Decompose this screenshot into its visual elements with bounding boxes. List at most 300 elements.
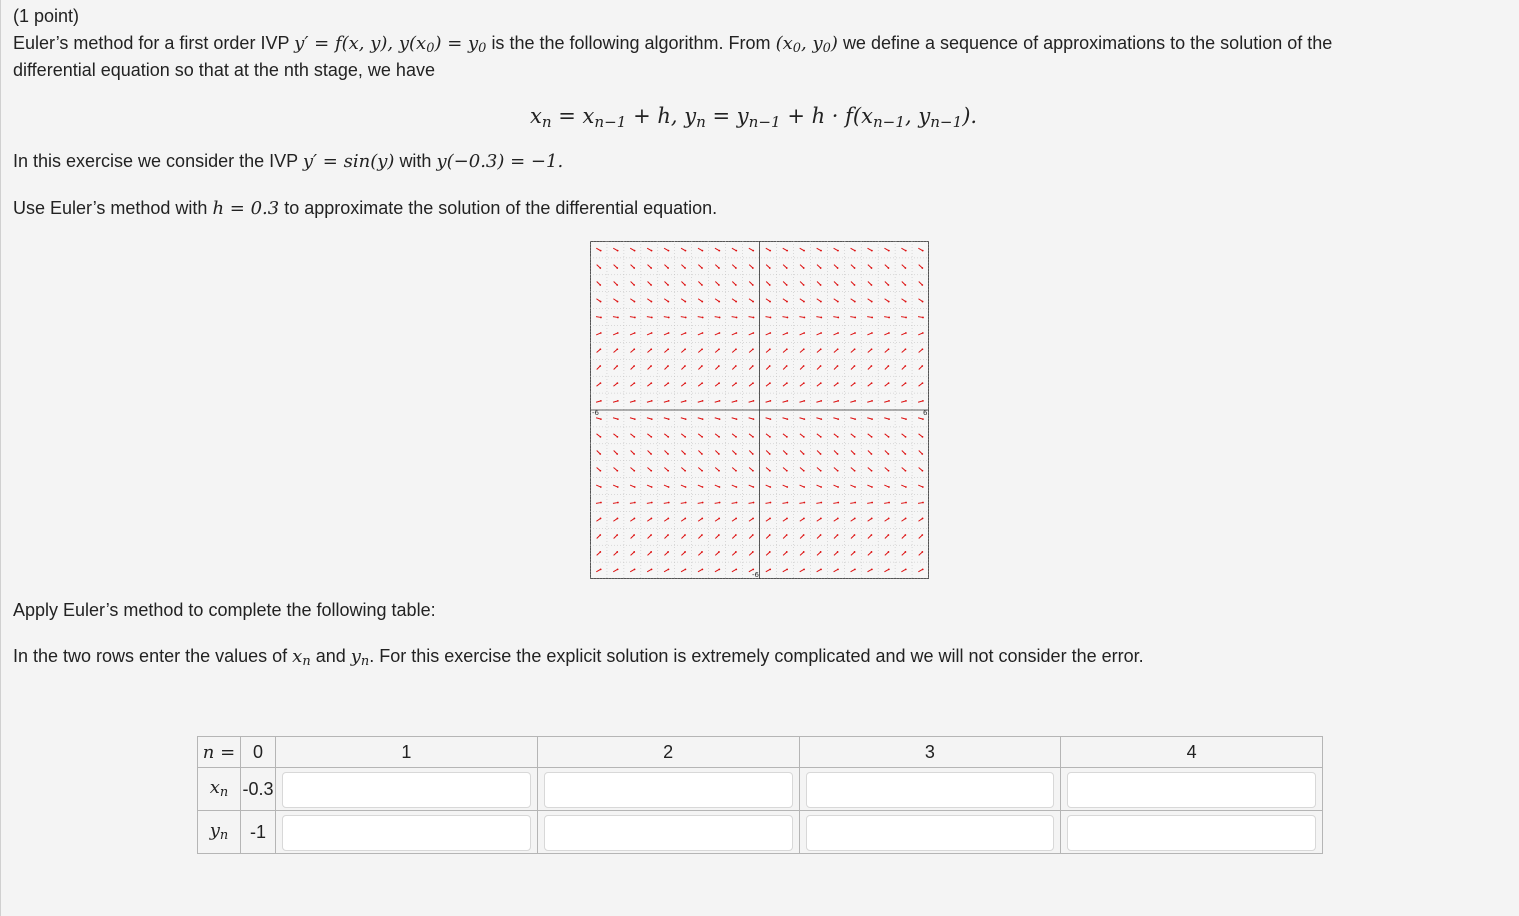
slope-arrow-head: [650, 382, 652, 384]
slope-arrow-head: [786, 301, 788, 303]
rows-note-y-sub: n: [360, 654, 370, 670]
x-row-label: [198, 768, 241, 811]
slope-arrow-head: [837, 267, 839, 269]
intro-prefix: Euler’s method for a first order IVP: [13, 33, 290, 53]
slope-arrow-head: [837, 400, 839, 402]
slope-arrow-head: [871, 267, 873, 269]
slope-arrow-head: [616, 551, 618, 553]
start-point-a: (x: [775, 33, 793, 54]
slope-arrow-head: [668, 568, 670, 570]
slope-arrow-head: [922, 518, 924, 520]
slope-arrow-head: [633, 436, 635, 438]
slope-arrow-head: [786, 453, 788, 455]
slope-arrow-head: [651, 332, 653, 334]
slope-arrow-head: [769, 436, 771, 438]
points-label: (1 point): [13, 6, 80, 26]
slope-arrow-head: [718, 382, 720, 384]
y1-cell: [276, 811, 538, 854]
slope-arrow-head: [905, 348, 907, 350]
slope-arrow-head: [685, 250, 687, 252]
slope-arrow-head: [685, 568, 687, 570]
slope-arrow-head: [667, 267, 669, 269]
slope-arrow-head: [871, 518, 873, 520]
slope-arrow-head: [905, 518, 907, 520]
y-row: [198, 811, 1323, 854]
slope-arrow-head: [667, 348, 669, 350]
slope-arrow-head: [854, 317, 856, 319]
slope-arrow-head: [651, 317, 653, 319]
intro-mid: is the the following algorithm. From: [491, 33, 771, 53]
x4-input[interactable]: [1067, 772, 1316, 808]
use-line: [13, 198, 717, 219]
slope-arrow-head: [854, 551, 856, 553]
slope-arrow-head: [922, 250, 924, 252]
slope-arrow-head: [786, 486, 788, 488]
slope-arrow-head: [888, 267, 890, 269]
slope-arrow-head: [837, 332, 839, 334]
slope-arrow-head: [803, 486, 805, 488]
slope-arrow-head: [854, 284, 856, 286]
slope-arrow-head: [820, 453, 822, 455]
slope-arrow-head: [786, 348, 788, 350]
slope-arrow-head: [769, 453, 771, 455]
slope-arrow-head: [617, 502, 619, 504]
slope-arrow-head: [752, 348, 754, 350]
slope-arrow-head: [871, 568, 873, 570]
slope-arrow-head: [702, 332, 704, 334]
x3-cell: [799, 768, 1061, 811]
slope-arrow-head: [617, 400, 619, 402]
slope-arrow-head: [888, 332, 890, 334]
ivp-with: with: [399, 151, 432, 171]
slope-arrow-head: [854, 568, 856, 570]
slope-arrow-head: [736, 317, 738, 319]
slope-arrow-head: [617, 332, 619, 334]
slope-arrow-head: [820, 470, 822, 472]
x0-value: -0.3: [241, 768, 276, 811]
slope-arrow-head: [820, 436, 822, 438]
slope-arrow-head: [820, 301, 822, 303]
slope-arrow-head: [701, 382, 703, 384]
slope-arrow-head: [752, 365, 754, 367]
rows-note-xn: [292, 646, 311, 670]
slope-arrow-head: [888, 518, 890, 520]
slope-arrow-head: [786, 250, 788, 252]
rows-note-and: and: [315, 646, 346, 666]
slope-arrow-head: [786, 568, 788, 570]
slope-arrow-head: [905, 418, 907, 420]
x3-input[interactable]: [806, 772, 1055, 808]
slope-arrow-head: [769, 301, 771, 303]
slope-arrow-head: [616, 267, 618, 269]
slope-arrow-head: [616, 284, 618, 286]
slope-arrow-head: [888, 470, 890, 472]
slope-arrow-head: [837, 365, 839, 367]
slope-arrow-head: [735, 348, 737, 350]
start-point-b: , y: [801, 33, 823, 54]
slope-arrow-head: [718, 534, 720, 536]
slope-arrow-head: [769, 518, 771, 520]
slope-arrow-head: [735, 267, 737, 269]
slope-arrow-head: [837, 502, 839, 504]
slope-arrow-head: [837, 486, 839, 488]
slope-arrow-head: [616, 534, 618, 536]
slope-arrow-head: [685, 418, 687, 420]
slope-arrow-head: [617, 250, 619, 252]
slope-arrow-head: [922, 317, 924, 319]
slope-arrow-head: [921, 267, 923, 269]
slope-arrow-head: [600, 332, 602, 334]
slope-arrow-head: [888, 551, 890, 553]
slope-arrow-head: [854, 301, 856, 303]
slope-arrow-head: [719, 317, 721, 319]
slope-arrow-head: [650, 284, 652, 286]
slope-arrow-head: [735, 470, 737, 472]
slope-arrow-head: [854, 250, 856, 252]
slope-arrow-head: [786, 436, 788, 438]
slope-arrow-head: [684, 436, 686, 438]
slope-arrow-head: [719, 486, 721, 488]
n-value-2: 2: [537, 737, 799, 768]
slope-arrow-head: [871, 470, 873, 472]
x-min-label: -6: [592, 409, 599, 417]
y3-input[interactable]: [806, 815, 1055, 851]
formula-sub-nm1d: n−1: [930, 112, 963, 131]
slope-arrow-head: [888, 486, 890, 488]
slope-arrow-head: [837, 534, 839, 536]
slope-arrow-head: [769, 400, 771, 402]
slope-arrow-head: [888, 317, 890, 319]
slope-arrow-head: [803, 502, 805, 504]
n-value-3: 3: [799, 737, 1061, 768]
slope-arrow-head: [769, 250, 771, 252]
slope-arrow-head: [668, 502, 670, 504]
slope-arrow-head: [650, 301, 652, 303]
slope-arrow-head: [684, 365, 686, 367]
slope-arrow-head: [752, 486, 754, 488]
slope-arrow-head: [719, 502, 721, 504]
y2-input[interactable]: [544, 815, 793, 851]
slope-arrow-head: [803, 470, 805, 472]
y2-cell: [537, 811, 799, 854]
slope-arrow-head: [769, 348, 771, 350]
slope-arrow-head: [599, 365, 601, 367]
slope-arrow-head: [837, 470, 839, 472]
slope-arrow-head: [820, 502, 822, 504]
slope-arrow-head: [820, 332, 822, 334]
slope-arrow-head: [600, 418, 602, 420]
slope-arrow-head: [854, 365, 856, 367]
slope-arrow-head: [600, 436, 602, 438]
slope-arrow-head: [633, 284, 635, 286]
slope-arrow-head: [600, 502, 602, 504]
slope-arrow-head: [718, 551, 720, 553]
slope-arrow-head: [600, 301, 602, 303]
slope-arrow-head: [922, 502, 924, 504]
slope-arrow-head: [854, 486, 856, 488]
slope-arrow-head: [837, 301, 839, 303]
slope-arrow-head: [735, 382, 737, 384]
slope-arrow-head: [718, 470, 720, 472]
slope-arrow-head: [803, 301, 805, 303]
slope-arrow-head: [854, 267, 856, 269]
slope-arrow-head: [667, 534, 669, 536]
slope-arrow-head: [616, 453, 618, 455]
slope-arrow-head: [701, 267, 703, 269]
slope-arrow-head: [600, 400, 602, 402]
formula-sub-nm1b: n−1: [748, 112, 781, 131]
slope-arrow-head: [803, 382, 805, 384]
slope-arrow-head: [820, 568, 822, 570]
slope-arrow-head: [650, 551, 652, 553]
slope-arrow-head: [871, 250, 873, 252]
slope-arrow-head: [650, 518, 652, 520]
slope-arrow-head: [922, 301, 924, 303]
y1-input[interactable]: [282, 815, 531, 851]
slope-arrow-head: [685, 317, 687, 319]
slope-arrow-head: [633, 551, 635, 553]
slope-arrow-head: [701, 284, 703, 286]
slope-arrow-head: [922, 470, 924, 472]
slope-arrow-head: [651, 568, 653, 570]
slope-arrow-head: [735, 250, 737, 252]
slope-arrow-head: [633, 453, 635, 455]
slope-arrow-head: [684, 348, 686, 350]
slope-arrow-head: [617, 418, 619, 420]
slope-arrow-head: [668, 486, 670, 488]
slope-arrow-head: [888, 418, 890, 420]
slope-arrow-head: [685, 400, 687, 402]
slope-arrow-head: [904, 453, 906, 455]
slope-arrow-head: [752, 534, 754, 536]
slope-arrow-head: [837, 250, 839, 252]
slope-arrow-head: [702, 418, 704, 420]
slope-arrow-head: [701, 301, 703, 303]
slope-arrow-head: [921, 551, 923, 553]
slope-arrow-head: [718, 436, 720, 438]
slope-arrow-head: [854, 348, 856, 350]
slope-arrow-head: [633, 382, 635, 384]
slope-arrow-head: [803, 267, 805, 269]
slope-arrow-head: [701, 365, 703, 367]
slope-arrow-head: [667, 551, 669, 553]
slope-arrow-head: [684, 518, 686, 520]
slope-arrow-head: [684, 267, 686, 269]
slope-arrow-head: [650, 470, 652, 472]
formula-xn: x: [530, 104, 542, 128]
slope-arrow-head: [820, 284, 822, 286]
slope-arrow-head: [651, 486, 653, 488]
slope-arrow-head: [803, 365, 805, 367]
slope-arrow-head: [786, 365, 788, 367]
slope-arrow-head: [599, 534, 601, 536]
slope-arrow-head: [752, 332, 754, 334]
slope-arrow-head: [905, 502, 907, 504]
slope-arrow-head: [702, 502, 704, 504]
slope-arrow-head: [668, 250, 670, 252]
slope-arrow-head: [617, 486, 619, 488]
slope-arrow-head: [735, 453, 737, 455]
slope-arrow-head: [752, 267, 754, 269]
slope-arrow-head: [718, 301, 720, 303]
slope-arrow-head: [888, 400, 890, 402]
slope-arrow-head: [786, 382, 788, 384]
slope-arrow-head: [871, 301, 873, 303]
formula-sub-n2: n: [696, 112, 706, 131]
slope-arrow-head: [719, 332, 721, 334]
slope-arrow-head: [904, 365, 906, 367]
slope-arrow-head: [616, 470, 618, 472]
slope-arrow-head: [820, 551, 822, 553]
ivp-general-b: ) = y: [434, 33, 479, 54]
slope-arrow-head: [820, 418, 822, 420]
slope-arrow-head: [888, 382, 890, 384]
x-row-label-sub: n: [219, 785, 229, 801]
slope-arrow-head: [617, 317, 619, 319]
slope-arrow-head: [600, 518, 602, 520]
slope-arrow-head: [702, 400, 704, 402]
slope-arrow-head: [820, 534, 822, 536]
slope-arrow-head: [820, 267, 822, 269]
slope-arrow-head: [685, 502, 687, 504]
slope-arrow-head: [803, 250, 805, 252]
slope-arrow-head: [871, 382, 873, 384]
euler-table: [197, 736, 1323, 854]
slope-arrow-head: [736, 502, 738, 504]
slope-arrow-head: [837, 453, 839, 455]
slope-arrow-head: [786, 317, 788, 319]
slope-arrow-head: [786, 284, 788, 286]
slope-arrow-head: [600, 486, 602, 488]
intro-line-1: [13, 33, 1332, 56]
slope-arrow-head: [786, 332, 788, 334]
slope-arrow-head: [786, 551, 788, 553]
start-point: [775, 33, 838, 57]
slope-arrow-head: [617, 568, 619, 570]
slope-arrow-head: [905, 568, 907, 570]
rows-note-y: y: [350, 646, 361, 667]
slope-arrow-head: [718, 250, 720, 252]
slope-arrow-head: [633, 470, 635, 472]
slope-arrow-head: [871, 348, 873, 350]
slope-arrow-head: [921, 365, 923, 367]
slope-arrow-head: [770, 317, 772, 319]
slope-arrow-head: [735, 486, 737, 488]
use-suffix: to approximate the solution of the differential equation.: [284, 198, 718, 218]
slope-arrow-head: [668, 317, 670, 319]
slope-arrow-head: [735, 518, 737, 520]
slope-arrow-head: [905, 250, 907, 252]
x2-input[interactable]: [544, 772, 793, 808]
formula-eq2: = y: [705, 104, 749, 128]
slope-arrow-head: [701, 453, 703, 455]
slope-arrow-head: [837, 284, 839, 286]
slope-arrow-head: [651, 418, 653, 420]
slope-arrow-head: [837, 418, 839, 420]
slope-arrow-head: [599, 348, 601, 350]
slope-arrow-head: [803, 348, 805, 350]
slope-arrow-head: [769, 332, 771, 334]
x1-cell: [276, 768, 538, 811]
slope-arrow-head: [803, 400, 805, 402]
slope-arrow-head: [735, 568, 737, 570]
slope-arrow-head: [803, 534, 805, 536]
slope-arrow-head: [702, 317, 704, 319]
slope-arrow-head: [650, 267, 652, 269]
formula-sub-n1: n: [541, 112, 552, 131]
rows-note-suffix: . For this exercise the explicit solution is extremely complicated and we will not consider the error.: [369, 646, 1144, 666]
slope-arrow-head: [803, 436, 805, 438]
slope-arrow-head: [786, 518, 788, 520]
slope-arrow-head: [786, 418, 788, 420]
ivp-sub-0b: 0: [478, 41, 487, 57]
slope-arrow-head: [701, 470, 703, 472]
slope-arrow-head: [905, 551, 907, 553]
y4-input[interactable]: [1067, 815, 1316, 851]
slope-arrow-head: [599, 470, 601, 472]
slope-arrow-head: [904, 284, 906, 286]
slope-arrow-head: [752, 436, 754, 438]
slope-arrow-head: [922, 486, 924, 488]
slope-arrow-head: [650, 436, 652, 438]
slope-arrow-head: [718, 365, 720, 367]
slope-arrow-head: [871, 534, 873, 536]
formula-close: ).: [962, 104, 978, 128]
slope-arrow-head: [905, 317, 907, 319]
slope-arrow-head: [736, 400, 738, 402]
slope-arrow-head: [599, 453, 601, 455]
slope-arrow-head: [736, 418, 738, 420]
formula-comma: , y: [904, 104, 931, 128]
slope-arrow-head: [616, 436, 618, 438]
slope-arrow-head: [600, 317, 602, 319]
slope-arrow-head: [651, 250, 653, 252]
slope-arrow-head: [599, 551, 601, 553]
slope-arrow-head: [905, 436, 907, 438]
slope-arrow-head: [786, 502, 788, 504]
slope-arrow-head: [888, 502, 890, 504]
slope-arrow-head: [753, 400, 755, 402]
slope-arrow-head: [752, 551, 754, 553]
y4-cell: [1061, 811, 1323, 854]
slope-arrow-head: [684, 534, 686, 536]
slope-arrow-head: [718, 348, 720, 350]
slope-arrow-head: [803, 551, 805, 553]
slope-arrow-head: [718, 518, 720, 520]
slope-arrow-head: [854, 382, 856, 384]
slope-arrow-head: [735, 436, 737, 438]
slope-arrow-head: [684, 382, 686, 384]
slope-arrow-head: [650, 453, 652, 455]
slope-arrow-head: [871, 400, 873, 402]
formula-hf: + h · f(x: [780, 104, 873, 128]
ivp-line: [13, 151, 563, 172]
slope-arrow-head: [753, 317, 755, 319]
slope-arrow-head: [837, 518, 839, 520]
slope-arrow-head: [684, 551, 686, 553]
slope-arrow-head: [735, 551, 737, 553]
slope-arrow-head: [667, 470, 669, 472]
slope-arrow-head: [770, 502, 772, 504]
x1-input[interactable]: [282, 772, 531, 808]
slope-arrow-head: [684, 470, 686, 472]
slope-arrow-head: [668, 418, 670, 420]
slope-arrow-head: [667, 436, 669, 438]
slope-arrow-head: [769, 365, 771, 367]
intro-suffix: we define a sequence of approximations to the solution of the: [842, 33, 1333, 53]
slope-arrow-head: [769, 470, 771, 472]
slope-arrow-head: [735, 365, 737, 367]
